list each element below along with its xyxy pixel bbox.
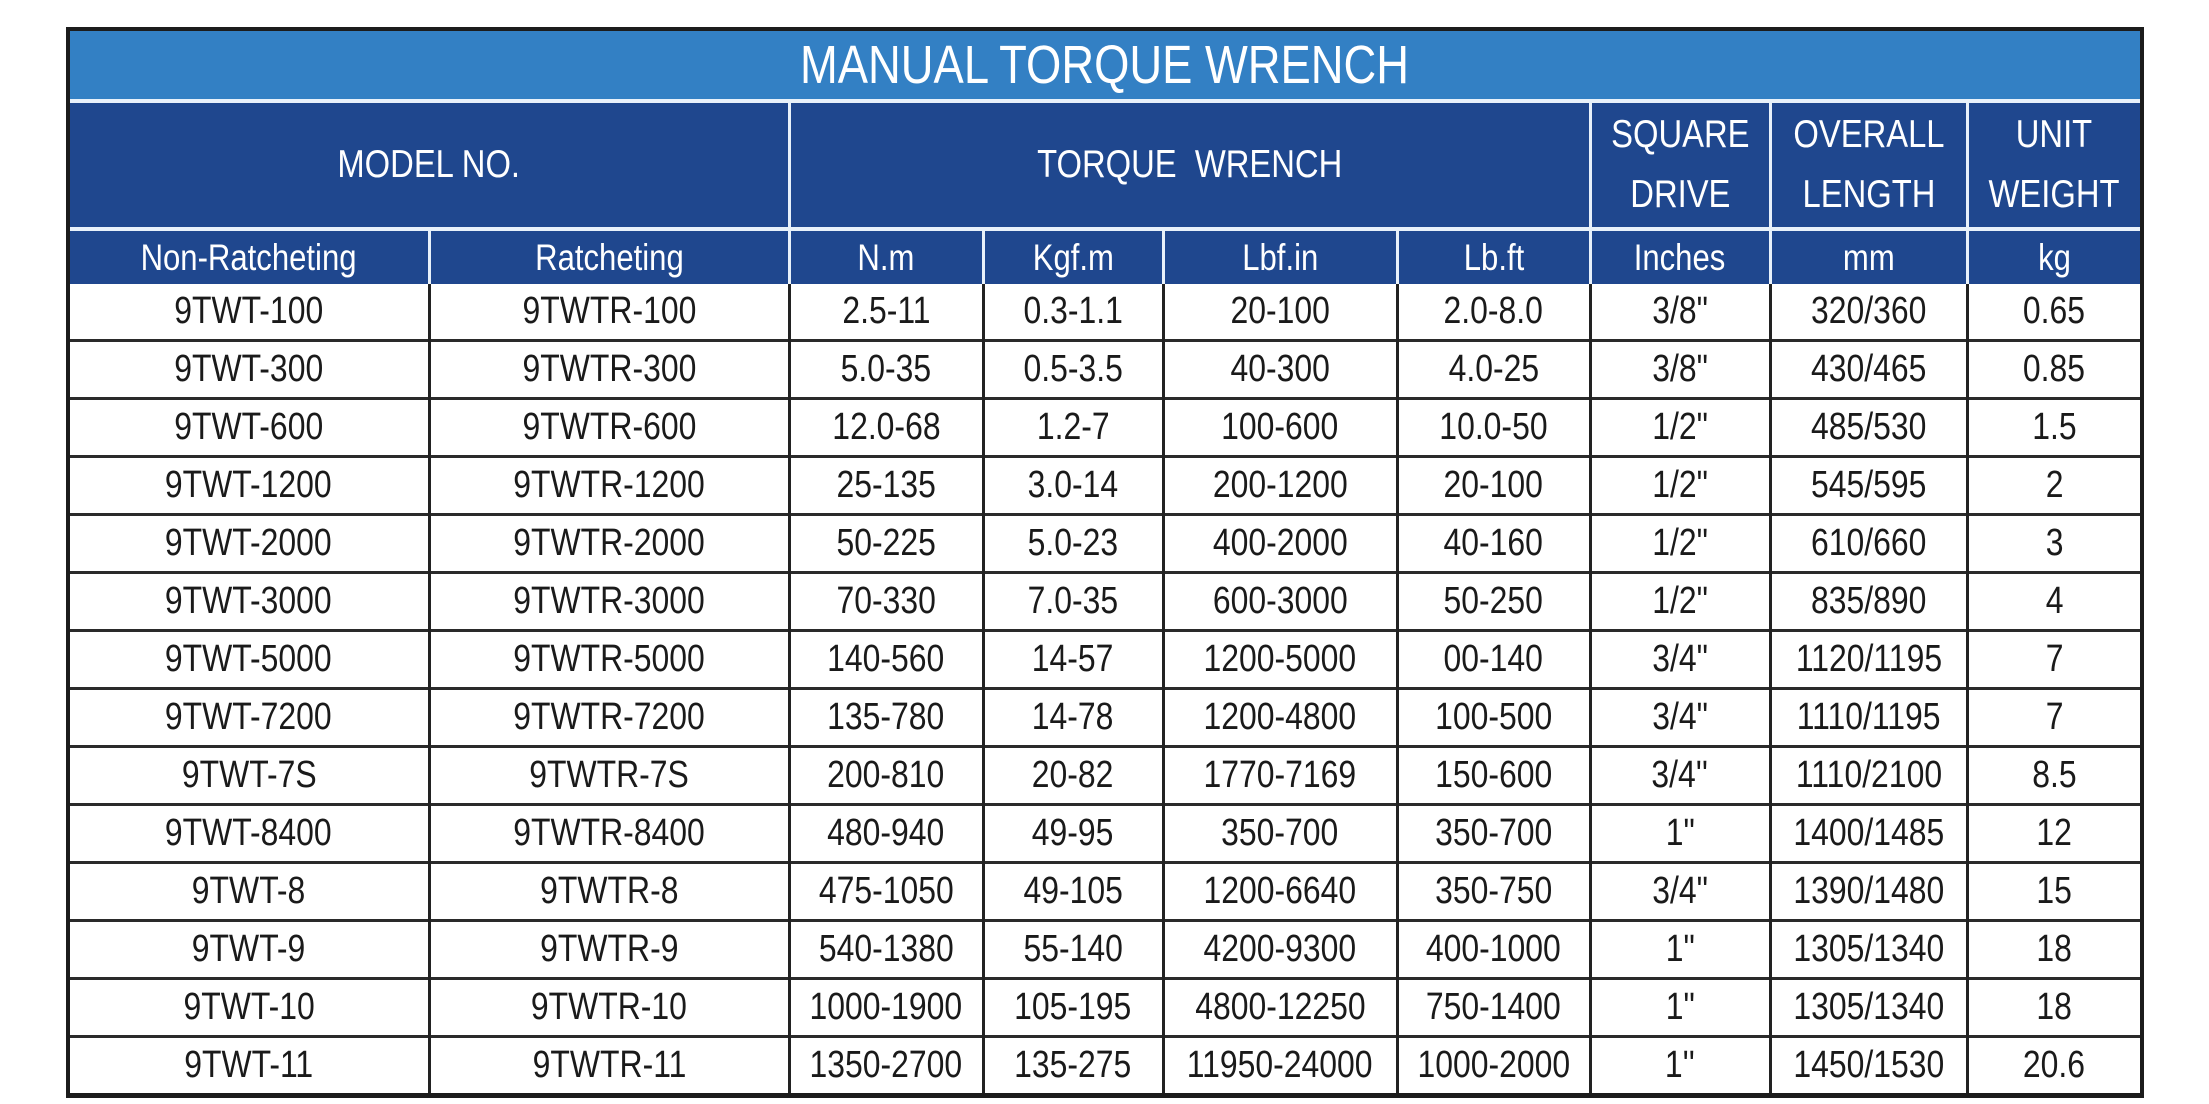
cell-mm: 545/595 bbox=[1770, 457, 1967, 515]
header-torque-wrench: TORQUE WRENCH bbox=[789, 101, 1590, 229]
cell-lbf-in: 4200-9300 bbox=[1163, 921, 1397, 979]
cell-ratcheting: 9TWTR-1200 bbox=[429, 457, 789, 515]
table-row bbox=[70, 921, 2140, 979]
cell-mm: 1450/1530 bbox=[1770, 1037, 1967, 1094]
cell-kgf-m: 49-95 bbox=[983, 805, 1163, 863]
cell-inches: 1/2" bbox=[1590, 399, 1770, 457]
cell-mm: 835/890 bbox=[1770, 573, 1967, 631]
cell-kg: 7 bbox=[1967, 689, 2140, 747]
cell-non-ratcheting: 9TWT-7S bbox=[70, 747, 429, 805]
cell-lb-ft: 150-600 bbox=[1397, 747, 1590, 805]
cell-kgf-m: 0.5-3.5 bbox=[983, 341, 1163, 399]
cell-lbf-in: 100-600 bbox=[1163, 399, 1397, 457]
table-row bbox=[70, 457, 2140, 515]
header-model-no: MODEL NO. bbox=[70, 101, 789, 229]
cell-kg: 15 bbox=[1967, 863, 2140, 921]
cell-lbf-in: 40-300 bbox=[1163, 341, 1397, 399]
cell-lbf-in: 1770-7169 bbox=[1163, 747, 1397, 805]
table-row bbox=[70, 399, 2140, 457]
cell-inches: 1" bbox=[1590, 921, 1770, 979]
cell-lb-ft: 350-700 bbox=[1397, 805, 1590, 863]
cell-kg: 20.6 bbox=[1967, 1037, 2140, 1094]
cell-kg: 3 bbox=[1967, 515, 2140, 573]
cell-non-ratcheting: 9TWT-300 bbox=[70, 341, 429, 399]
table-title: MANUAL TORQUE WRENCH bbox=[70, 31, 2140, 101]
cell-lbf-in: 11950-24000 bbox=[1163, 1037, 1397, 1094]
subheader-mm: mm bbox=[1770, 229, 1967, 284]
cell-lbf-in: 1200-4800 bbox=[1163, 689, 1397, 747]
cell-non-ratcheting: 9TWT-10 bbox=[70, 979, 429, 1037]
cell-non-ratcheting: 9TWT-1200 bbox=[70, 457, 429, 515]
cell-non-ratcheting: 9TWT-600 bbox=[70, 399, 429, 457]
cell-lbf-in: 600-3000 bbox=[1163, 573, 1397, 631]
subheader-kgf-m: Kgf.m bbox=[983, 229, 1163, 284]
cell-kg: 7 bbox=[1967, 631, 2140, 689]
table-row bbox=[70, 689, 2140, 747]
cell-non-ratcheting: 9TWT-11 bbox=[70, 1037, 429, 1094]
table-row bbox=[70, 979, 2140, 1037]
cell-non-ratcheting: 9TWT-9 bbox=[70, 921, 429, 979]
cell-mm: 320/360 bbox=[1770, 284, 1967, 341]
cell-inches: 1" bbox=[1590, 805, 1770, 863]
cell-ratcheting: 9TWTR-100 bbox=[429, 284, 789, 341]
cell-kg: 2 bbox=[1967, 457, 2140, 515]
cell-ratcheting: 9TWTR-2000 bbox=[429, 515, 789, 573]
cell-inches: 1/2" bbox=[1590, 573, 1770, 631]
cell-inches: 3/4" bbox=[1590, 863, 1770, 921]
cell-nm: 475-1050 bbox=[789, 863, 983, 921]
cell-kgf-m: 135-275 bbox=[983, 1037, 1163, 1094]
cell-nm: 480-940 bbox=[789, 805, 983, 863]
cell-ratcheting: 9TWTR-9 bbox=[429, 921, 789, 979]
cell-mm: 1120/1195 bbox=[1770, 631, 1967, 689]
cell-kgf-m: 5.0-23 bbox=[983, 515, 1163, 573]
table-row bbox=[70, 863, 2140, 921]
cell-kgf-m: 55-140 bbox=[983, 921, 1163, 979]
table-row bbox=[70, 805, 2140, 863]
table-row bbox=[70, 573, 2140, 631]
cell-nm: 1000-1900 bbox=[789, 979, 983, 1037]
cell-nm: 70-330 bbox=[789, 573, 983, 631]
subheader-inches: Inches bbox=[1590, 229, 1770, 284]
cell-inches: 1'' bbox=[1590, 1037, 1770, 1094]
cell-nm: 140-560 bbox=[789, 631, 983, 689]
cell-nm: 135-780 bbox=[789, 689, 983, 747]
cell-nm: 25-135 bbox=[789, 457, 983, 515]
cell-lb-ft: 350-750 bbox=[1397, 863, 1590, 921]
cell-inches: 3/4'' bbox=[1590, 747, 1770, 805]
subheader-kg: kg bbox=[1967, 229, 2140, 284]
cell-kg: 0.65 bbox=[1967, 284, 2140, 341]
cell-kgf-m: 7.0-35 bbox=[983, 573, 1163, 631]
cell-ratcheting: 9TWTR-3000 bbox=[429, 573, 789, 631]
cell-ratcheting: 9TWTR-600 bbox=[429, 399, 789, 457]
cell-ratcheting: 9TWTR-10 bbox=[429, 979, 789, 1037]
cell-kg: 18 bbox=[1967, 979, 2140, 1037]
cell-lb-ft: 00-140 bbox=[1397, 631, 1590, 689]
subheader-ratcheting: Ratcheting bbox=[429, 229, 789, 284]
cell-inches: 1/2" bbox=[1590, 457, 1770, 515]
header-square-drive: SQUARE DRIVE bbox=[1590, 101, 1770, 229]
cell-nm: 12.0-68 bbox=[789, 399, 983, 457]
cell-mm: 485/530 bbox=[1770, 399, 1967, 457]
cell-ratcheting: 9TWTR-8 bbox=[429, 863, 789, 921]
cell-mm: 610/660 bbox=[1770, 515, 1967, 573]
cell-lbf-in: 200-1200 bbox=[1163, 457, 1397, 515]
subheader-lb-ft: Lb.ft bbox=[1397, 229, 1590, 284]
subheader-non-ratcheting: Non-Ratcheting bbox=[70, 229, 429, 284]
cell-lbf-in: 400-2000 bbox=[1163, 515, 1397, 573]
cell-lb-ft: 50-250 bbox=[1397, 573, 1590, 631]
cell-nm: 2.5-11 bbox=[789, 284, 983, 341]
cell-kgf-m: 49-105 bbox=[983, 863, 1163, 921]
table-row bbox=[70, 515, 2140, 573]
header-unit-weight: UNIT WEIGHT bbox=[1967, 101, 2140, 229]
cell-mm: 1305/1340 bbox=[1770, 979, 1967, 1037]
cell-inches: 1" bbox=[1590, 979, 1770, 1037]
cell-lbf-in: 1200-6640 bbox=[1163, 863, 1397, 921]
cell-ratcheting: 9TWTR-11 bbox=[429, 1037, 789, 1094]
cell-kgf-m: 14-57 bbox=[983, 631, 1163, 689]
cell-mm: 1110/1195 bbox=[1770, 689, 1967, 747]
cell-ratcheting: 9TWTR-8400 bbox=[429, 805, 789, 863]
cell-lb-ft: 2.0-8.0 bbox=[1397, 284, 1590, 341]
cell-inches: 3/8" bbox=[1590, 341, 1770, 399]
cell-kg: 8.5 bbox=[1967, 747, 2140, 805]
cell-kgf-m: 0.3-1.1 bbox=[983, 284, 1163, 341]
cell-nm: 1350-2700 bbox=[789, 1037, 983, 1094]
cell-lb-ft: 20-100 bbox=[1397, 457, 1590, 515]
table-row bbox=[70, 341, 2140, 399]
torque-wrench-spec-sheet bbox=[66, 27, 2144, 1098]
cell-kg: 12 bbox=[1967, 805, 2140, 863]
cell-nm: 200-810 bbox=[789, 747, 983, 805]
cell-lb-ft: 400-1000 bbox=[1397, 921, 1590, 979]
table-row bbox=[70, 1037, 2140, 1094]
subheader-lbf-in: Lbf.in bbox=[1163, 229, 1397, 284]
cell-inches: 1/2" bbox=[1590, 515, 1770, 573]
subheader-row bbox=[70, 229, 2140, 284]
cell-kg: 1.5 bbox=[1967, 399, 2140, 457]
cell-inches: 3/4" bbox=[1590, 689, 1770, 747]
cell-ratcheting: 9TWTR-5000 bbox=[429, 631, 789, 689]
cell-kgf-m: 20-82 bbox=[983, 747, 1163, 805]
cell-kgf-m: 3.0-14 bbox=[983, 457, 1163, 515]
cell-kg: 0.85 bbox=[1967, 341, 2140, 399]
cell-inches: 3/4" bbox=[1590, 631, 1770, 689]
cell-lb-ft: 1000-2000 bbox=[1397, 1037, 1590, 1094]
cell-non-ratcheting: 9TWT-8400 bbox=[70, 805, 429, 863]
cell-nm: 50-225 bbox=[789, 515, 983, 573]
spec-table bbox=[70, 31, 2140, 1093]
cell-inches: 3/8" bbox=[1590, 284, 1770, 341]
cell-non-ratcheting: 9TWT-5000 bbox=[70, 631, 429, 689]
cell-non-ratcheting: 9TWT-7200 bbox=[70, 689, 429, 747]
cell-kgf-m: 1.2-7 bbox=[983, 399, 1163, 457]
cell-lb-ft: 10.0-50 bbox=[1397, 399, 1590, 457]
cell-lbf-in: 4800-12250 bbox=[1163, 979, 1397, 1037]
cell-kg: 4 bbox=[1967, 573, 2140, 631]
header-overall-length: OVERALL LENGTH bbox=[1770, 101, 1967, 229]
cell-non-ratcheting: 9TWT-8 bbox=[70, 863, 429, 921]
cell-lb-ft: 40-160 bbox=[1397, 515, 1590, 573]
cell-mm: 430/465 bbox=[1770, 341, 1967, 399]
cell-lbf-in: 20-100 bbox=[1163, 284, 1397, 341]
cell-ratcheting: 9TWTR-7200 bbox=[429, 689, 789, 747]
cell-non-ratcheting: 9TWT-100 bbox=[174, 290, 324, 332]
cell-kgf-m: 105-195 bbox=[983, 979, 1163, 1037]
cell-lbf-in: 350-700 bbox=[1163, 805, 1397, 863]
cell-ratcheting: 9TWTR-7S bbox=[429, 747, 789, 805]
table-row bbox=[70, 631, 2140, 689]
table-row bbox=[70, 284, 2140, 341]
cell-lb-ft: 100-500 bbox=[1397, 689, 1590, 747]
cell-mm: 1305/1340 bbox=[1770, 921, 1967, 979]
cell-kgf-m: 14-78 bbox=[983, 689, 1163, 747]
cell-kg: 18 bbox=[1967, 921, 2140, 979]
cell-nm: 540-1380 bbox=[789, 921, 983, 979]
cell-ratcheting: 9TWTR-300 bbox=[429, 341, 789, 399]
cell-mm: 1390/1480 bbox=[1770, 863, 1967, 921]
cell-non-ratcheting: 9TWT-2000 bbox=[70, 515, 429, 573]
subheader-nm: N.m bbox=[789, 229, 983, 284]
cell-mm: 1400/1485 bbox=[1770, 805, 1967, 863]
cell-lb-ft: 4.0-25 bbox=[1397, 341, 1590, 399]
table-row bbox=[70, 747, 2140, 805]
cell-mm: 1110/2100 bbox=[1770, 747, 1967, 805]
cell-lb-ft: 750-1400 bbox=[1397, 979, 1590, 1037]
cell-lbf-in: 1200-5000 bbox=[1163, 631, 1397, 689]
data-body bbox=[70, 284, 2140, 1093]
cell-nm: 5.0-35 bbox=[789, 341, 983, 399]
cell-non-ratcheting: 9TWT-3000 bbox=[70, 573, 429, 631]
